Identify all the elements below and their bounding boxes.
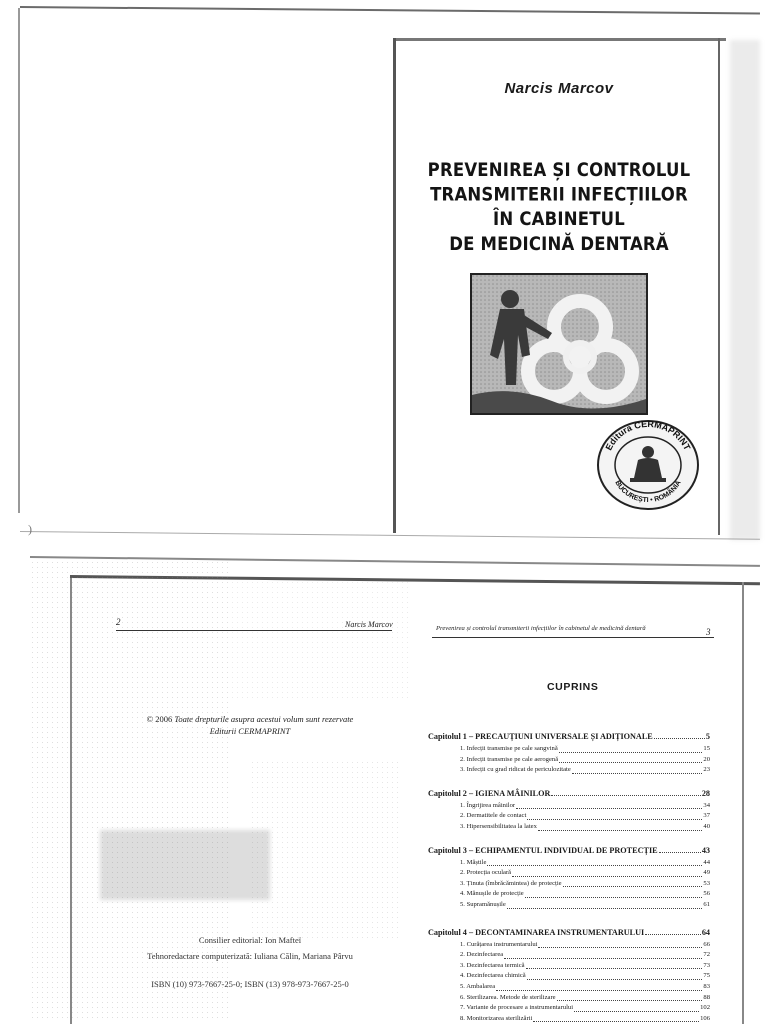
cover-title-line: TRANSMITERII INFECȚIILOR	[430, 183, 688, 206]
toc-chapter-title: Capitolul 4 – DECONTAMINAREA INSTRUMENTARULUI	[428, 927, 645, 937]
toc-item	[428, 744, 710, 755]
dot-leader	[551, 789, 700, 796]
copyright-block	[100, 713, 400, 737]
toc-item-label: 1. Măștile	[460, 858, 487, 866]
toc-item	[428, 879, 710, 890]
toc-item-page: 40	[703, 822, 710, 830]
copyright-notice: Toate drepturile asupra acestui volum sunt rezervate	[174, 714, 354, 724]
toc-item-page: 49	[703, 869, 710, 877]
toc-item-label: 3. Hipersensibilitatea la latex	[460, 822, 537, 830]
toc-item	[428, 1014, 710, 1024]
dot-leader	[563, 879, 703, 888]
cover-title-line: PREVENIREA ȘI CONTROLUL	[427, 159, 691, 181]
toc-item-label: 5. Supramănușile	[460, 900, 506, 908]
top-sheet-top-edge	[20, 6, 760, 14]
toc-item	[428, 900, 710, 911]
toc-item-list	[428, 744, 710, 776]
toc-chapter-title: Capitolul 1 – PRECAUȚIUNI UNIVERSALE ȘI ADIȚIONALE	[428, 732, 653, 741]
toc-chapter	[428, 789, 710, 798]
cover-illustration	[470, 273, 648, 415]
toc-item-list	[428, 940, 710, 1024]
scan-noise	[250, 760, 400, 940]
dot-leader	[559, 755, 702, 764]
toc-item	[428, 971, 710, 982]
dot-leader	[654, 732, 705, 739]
toc-item-page: 20	[703, 755, 710, 763]
toc-item	[428, 858, 710, 869]
dot-leader	[538, 822, 703, 831]
editorial-consultant: Consilier editorial: Ion Mafteï	[198, 935, 302, 945]
table-of-contents	[428, 720, 710, 1024]
toc-item-page: 83	[703, 982, 710, 990]
toc-chapter-page: 28	[701, 788, 710, 798]
toc-chapter	[428, 846, 710, 855]
left-running-head: Narcis Marcov	[345, 620, 393, 629]
cover-title-line: DE MEDICINĂ DENTARĂ	[449, 233, 669, 255]
dot-leader	[538, 940, 702, 949]
credits-block	[120, 932, 380, 992]
typesetting-credit: Tehnoredactare computerizată: Iuliana Călin, Mariana Pârvu	[147, 951, 353, 961]
toc-item-label: 2. Dermatitele de contact	[460, 812, 527, 820]
toc-item	[428, 868, 710, 879]
copyright-publisher: Editurii CERMAPRINT	[209, 726, 291, 736]
toc-item-page: 72	[703, 951, 710, 959]
dot-leader	[645, 928, 701, 935]
cover-title-line: ÎN CABINETUL	[493, 208, 625, 230]
toc-item-label: 1. Îngrijirea mâinilor	[460, 801, 516, 809]
toc-chapter-title: Capitolul 2 – IGIENA MÂINILOR	[428, 788, 551, 798]
dot-leader	[504, 950, 702, 959]
toc-item-page: 102	[700, 1004, 710, 1012]
toc-item-page: 15	[703, 745, 710, 752]
toc-item-list	[428, 858, 710, 911]
publisher-stamp	[594, 418, 702, 512]
toc-item	[428, 765, 710, 776]
toc-item-label: 7. Variante de procesare a instrumentarului	[460, 1004, 574, 1012]
left-header-rule	[116, 630, 392, 631]
toc-item	[428, 889, 710, 900]
toc-item-page: 23	[703, 766, 710, 774]
dot-leader	[512, 868, 702, 877]
toc-item-page: 75	[703, 972, 710, 980]
copyright-line-1	[100, 713, 400, 725]
toc-item-label: 8. Monitorizarea sterilizării	[460, 1014, 533, 1022]
toc-chapter-page: 64	[701, 927, 710, 937]
toc-item-page: 106	[700, 1014, 710, 1022]
stray-mark: )	[28, 522, 32, 536]
dot-leader	[559, 744, 703, 753]
toc-chapter	[428, 732, 710, 741]
toc-chapter-title: Capitolul 3 – ECHIPAMENTUL INDIVIDUAL DE PROTECȚIE	[428, 845, 658, 855]
toc-item-label: 2. Infecții transmise pe cale aerogenă	[460, 755, 559, 763]
dot-leader	[525, 889, 703, 898]
toc-item-label: 3. Ținuta (îmbrăcămintea) de protecție	[460, 879, 562, 887]
stamp-top-text: Editura CERMAPRINT	[603, 418, 693, 452]
toc-item	[428, 822, 710, 833]
toc-item-label: 3. Dezinfectarea termică	[460, 961, 525, 969]
toc-item-page: 88	[703, 993, 710, 1001]
toc-item	[428, 940, 710, 951]
toc-item-label: 6. Sterilizarea. Metode de sterilizare	[460, 993, 556, 1001]
toc-item-label: 4. Dezinfectarea chimică	[460, 972, 526, 980]
toc-chapter-page: 43	[701, 845, 710, 855]
toc-item	[428, 801, 710, 812]
dot-leader	[533, 1014, 699, 1023]
stamp-bottom-text: BUCUREȘTI • ROMÂNIA	[613, 479, 683, 505]
scan-smudge	[730, 40, 760, 540]
toc-item-label: 5. Ambalarea	[460, 982, 496, 990]
toc-item-label: 1. Infecții transmise pe cale sangvină	[460, 745, 558, 752]
isbn: ISBN (10) 973-7667-25-0; ISBN (13) 978-973-7667-25-0	[151, 979, 349, 989]
toc-item	[428, 811, 710, 822]
dot-leader	[487, 858, 702, 867]
cover-title	[396, 158, 722, 257]
cover-author: Narcis Marcov	[504, 80, 614, 97]
dot-leader	[516, 801, 702, 810]
toc-item-page: 66	[703, 940, 710, 948]
toc-item	[428, 993, 710, 1004]
toc-item	[428, 961, 710, 972]
toc-chapter	[428, 928, 710, 937]
dot-leader	[527, 971, 703, 980]
scan-noise	[230, 580, 410, 700]
biohazard-worker-illustration	[472, 275, 646, 413]
dot-leader	[572, 765, 703, 774]
dot-leader	[496, 982, 702, 991]
left-page-number: 2	[116, 617, 121, 627]
publisher-seal-icon	[594, 418, 702, 512]
toc-item	[428, 982, 710, 993]
toc-item	[428, 950, 710, 961]
dot-leader	[659, 846, 701, 853]
toc-item-page: 34	[703, 801, 710, 809]
toc-item-list	[428, 801, 710, 833]
toc-chapter-page: 5	[705, 732, 710, 741]
dot-leader	[527, 811, 702, 820]
toc-item-page: 61	[703, 900, 710, 908]
right-running-head: Prevenirea și controlul transmiterii infecțiilor în cabinetul de medicină dentară	[436, 625, 646, 632]
dot-leader	[507, 900, 703, 909]
bottom-page-right-edge	[742, 582, 744, 1024]
toc-item-page: 56	[703, 890, 710, 898]
right-header-rule	[432, 637, 714, 638]
dot-leader	[574, 1003, 699, 1012]
toc-item-label: 3. Infecții cu grad ridicat de periculozitate	[460, 766, 571, 774]
scan-smudge	[100, 830, 270, 900]
toc-item-page: 44	[703, 858, 710, 866]
right-page-number: 3	[706, 627, 711, 637]
toc-item-label: 2. Protecția oculară	[460, 869, 512, 877]
toc-item-page: 73	[703, 961, 710, 969]
toc-item-label: 2. Dezinfectarea	[460, 951, 504, 959]
toc-item	[428, 1003, 710, 1014]
copyright-year: © 2006	[146, 714, 173, 724]
toc-item	[428, 755, 710, 766]
toc-title: CUPRINS	[547, 681, 599, 693]
toc-item-page: 37	[703, 812, 710, 820]
toc-item-label: 1. Curățarea instrumentarului	[460, 940, 538, 948]
top-sheet-left-edge	[18, 8, 20, 513]
book-cover	[396, 40, 722, 535]
toc-item-page: 53	[703, 879, 710, 887]
dot-leader	[526, 961, 703, 970]
toc-item-label: 4. Mănușile de protecție	[460, 890, 524, 898]
dot-leader	[557, 993, 703, 1002]
